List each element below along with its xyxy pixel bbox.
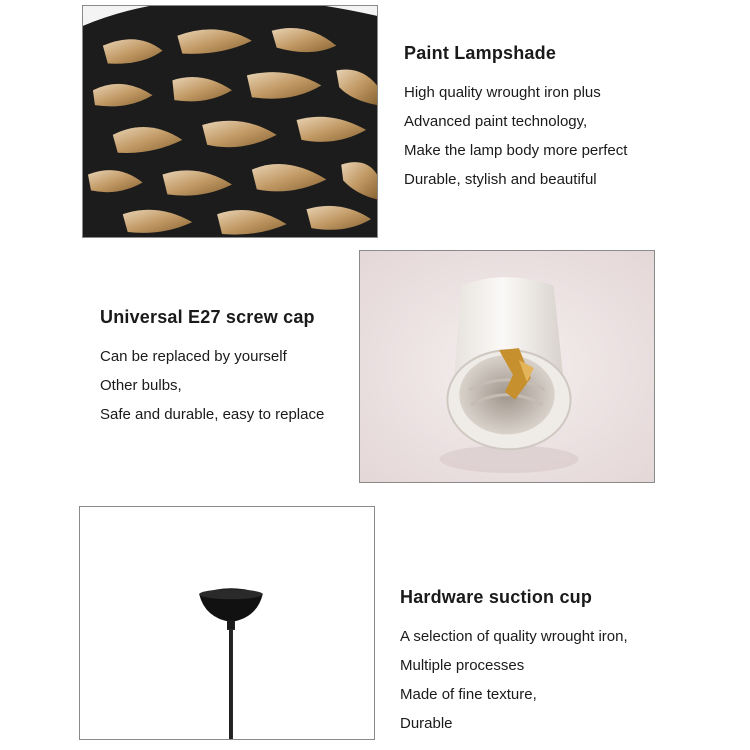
e27-socket-photo [359,250,655,483]
feature-line: Other bulbs, [100,377,182,394]
feature-hardware-suction-cup [400,587,628,738]
ceiling-canopy-photo [79,506,375,740]
feature-title: Paint Lampshade [404,43,557,63]
feature-line: High quality wrought iron plus [404,84,601,101]
feature-title: Universal E27 screw cap [100,307,315,327]
feature-e27-screw-cap [100,307,324,429]
feature-line: Make the lamp body more perfect [404,142,628,159]
feature-paint-lampshade [404,43,627,194]
lampshade-detail-photo [82,5,378,238]
feature-line: Made of fine texture, [400,686,537,703]
feature-line: Can be replaced by yourself [100,348,287,365]
feature-title: Hardware suction cup [400,587,593,607]
feature-line: Durable [400,715,453,732]
feature-line: Multiple processes [400,657,525,674]
feature-line: A selection of quality wrought iron, [400,628,628,645]
feature-line: Safe and durable, easy to replace [100,406,325,423]
feature-line: Durable, stylish and beautiful [404,171,597,188]
feature-line: Advanced paint technology, [404,113,588,130]
